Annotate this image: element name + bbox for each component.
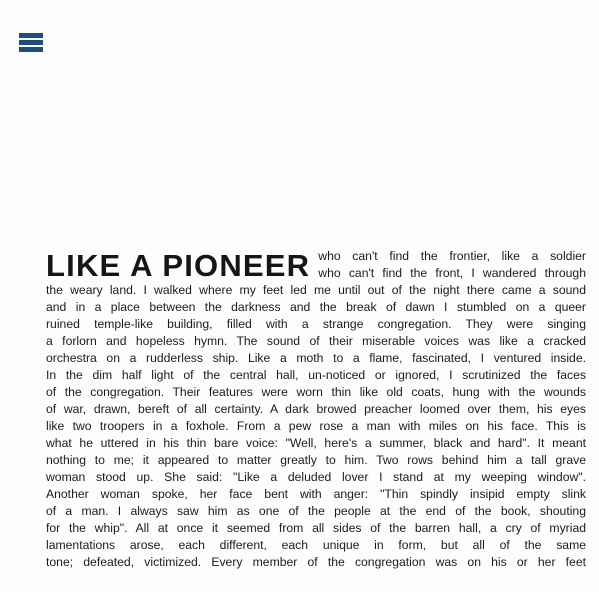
body-line: In the dim half light of the central hall, un-noticed or ignored, I scrutinized the faces xyxy=(46,368,586,382)
body-line: orchestra on a rudderless ship. Like a moth to a flame, fascinated, I ventured inside. xyxy=(46,351,586,365)
body-line: and in a place between the darkness and the break of dawn I stumbled on a queer xyxy=(46,300,586,314)
menu-icon-bar-middle xyxy=(19,40,43,45)
title-side-line: who can't find the frontier, like a soldier xyxy=(318,249,586,263)
body-line: lamentations arose, each different, each unique in form, but all of the same xyxy=(46,538,586,552)
story-text-block xyxy=(46,246,586,571)
body-line: a forlorn and hopeless hymn. The sound of their miserable voices was like a cracked xyxy=(46,334,586,348)
title-side-lines xyxy=(318,248,586,282)
body-line: what he uttered in his thin bare voice: "Well, here's a summer, black and hard". It meant xyxy=(46,436,586,450)
body-line: Another woman spoke, her face bent with anger: "Thin spindly insipid empty slink xyxy=(46,487,586,501)
body-line: like two troopers in a foxhole. From a pew rose a man with miles on his face. This is xyxy=(46,419,586,433)
page-title: LIKE A PIONEER xyxy=(46,248,311,283)
body-line: of war, drawn, bereft of all certainty. A dark browed preacher loomed over them, his eyes xyxy=(46,402,586,416)
body-line: ruined temple-like building, filled with a strange congregation. They were singing xyxy=(46,317,586,331)
body-line: woman stood up. She said: "Like a deluded lover I stand at my weeping window". xyxy=(46,470,586,484)
menu-icon-bar-bottom xyxy=(19,47,43,52)
body-line: the weary land. I walked where my feet led me until out of the night there came a sound xyxy=(46,283,586,297)
body-line: of a man. I always saw him as one of the people at the end of the book, shouting xyxy=(46,504,586,518)
menu-icon[interactable] xyxy=(19,33,43,52)
menu-icon-bar-top xyxy=(19,33,43,38)
title-side-line: who can't find the front, I wandered through xyxy=(318,266,586,280)
title-row xyxy=(46,246,586,282)
body-line: tone; defeated, victimized. Every member of the congregation was on his or her feet xyxy=(46,555,586,569)
body-line: nothing to me; it appeared to matter greatly to him. Two rows behind him a tall grave xyxy=(46,453,586,467)
body-line: for the whip". All at once it seemed from all sides of the barren hall, a cry of myriad xyxy=(46,521,586,535)
body-line: of the congregation. Their features were worn thin like old coats, hung with the wounds xyxy=(46,385,586,399)
